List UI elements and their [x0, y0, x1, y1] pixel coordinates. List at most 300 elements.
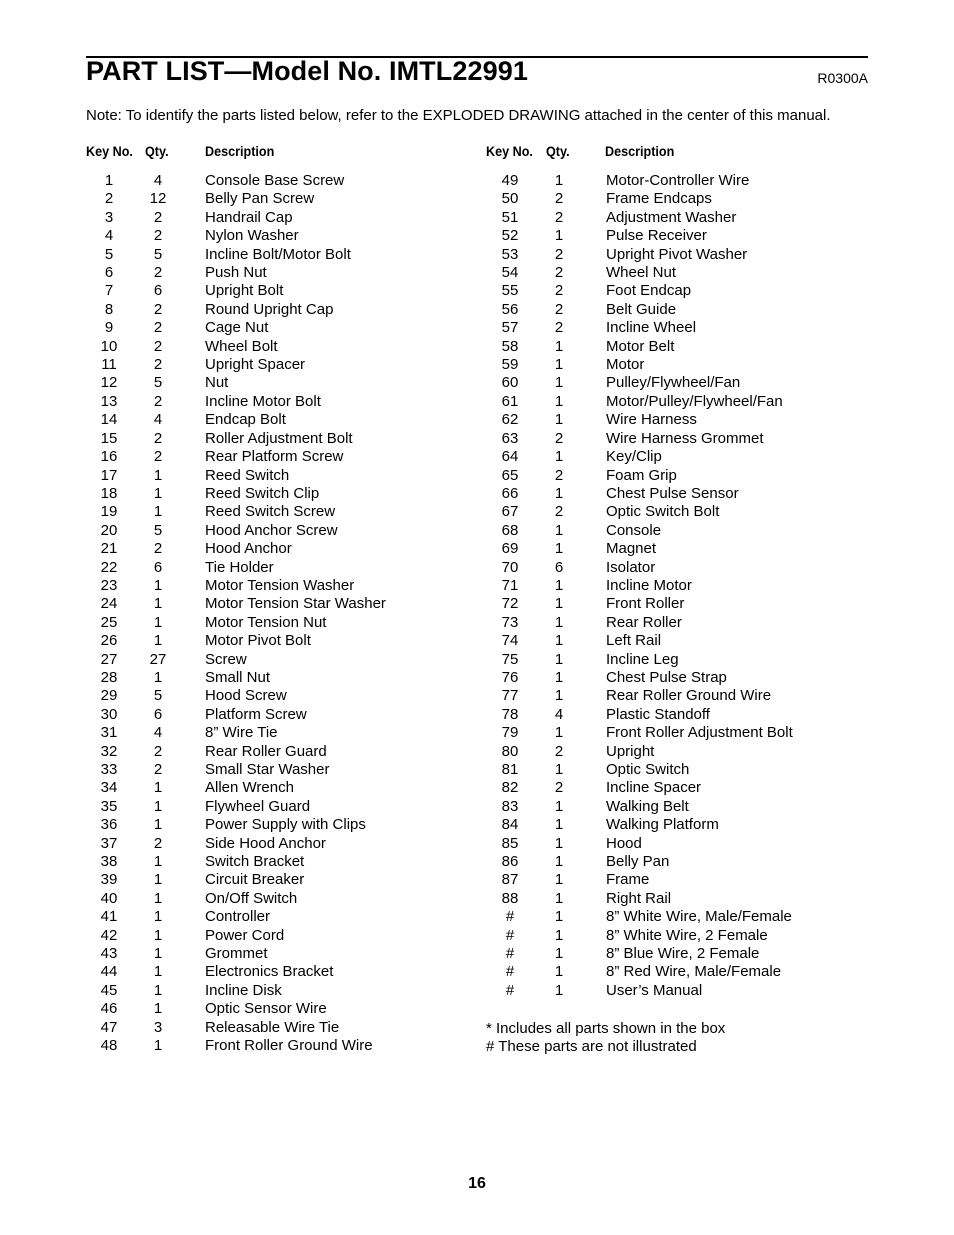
part-row: [89, 246, 459, 264]
part-row: [89, 669, 459, 687]
part-row: [89, 1037, 459, 1055]
part-description: Wire Harness Grommet: [606, 429, 764, 447]
part-description: Incline Leg: [606, 650, 679, 668]
part-row: [89, 503, 459, 521]
part-quantity: 1: [554, 981, 564, 999]
part-key-number: 14: [100, 411, 118, 429]
part-description: Front Roller Adjustment Bolt: [606, 724, 793, 742]
part-row: [490, 430, 850, 448]
part-row: [490, 632, 850, 650]
part-description: Optic Sensor Wire: [205, 1000, 327, 1018]
part-description: Upright Pivot Washer: [606, 245, 748, 263]
part-key-number: 35: [100, 797, 118, 815]
part-description: Motor Tension Star Washer: [205, 595, 386, 613]
part-row: [490, 356, 850, 374]
part-quantity: 1: [554, 632, 564, 650]
part-description: Wheel Nut: [606, 264, 677, 282]
part-key-number: 34: [100, 779, 118, 797]
part-row: [490, 448, 850, 466]
part-quantity: 1: [554, 687, 564, 705]
part-row: [490, 559, 850, 577]
part-description: Small Nut: [205, 668, 271, 686]
part-key-number: #: [505, 981, 515, 999]
part-description: Front Roller Ground Wire: [205, 1037, 373, 1055]
part-key-number: 47: [100, 1018, 118, 1036]
part-quantity: 2: [153, 540, 163, 558]
part-key-number: 76: [501, 668, 519, 686]
part-key-number: 4: [104, 227, 114, 245]
part-row: [89, 301, 459, 319]
part-quantity: 1: [554, 392, 564, 410]
part-key-number: 11: [101, 356, 117, 374]
part-key-number: 73: [501, 613, 519, 631]
part-description: Console Base Screw: [205, 172, 345, 189]
part-row: [490, 963, 850, 981]
part-quantity: 2: [153, 300, 163, 318]
part-quantity: 1: [153, 484, 163, 502]
part-row: [89, 1000, 459, 1018]
reference-note: Note: To identify the parts listed below, refer to the EXPLODED DRAWING attached in the center of this manual.: [86, 107, 831, 124]
part-description: Power Supply with Clips: [205, 816, 366, 834]
part-key-number: 45: [100, 981, 118, 999]
part-key-number: 77: [501, 687, 519, 705]
part-row: [89, 816, 459, 834]
part-quantity: 1: [153, 503, 163, 521]
part-key-number: 6: [104, 264, 114, 282]
part-key-number: 63: [501, 429, 519, 447]
part-quantity: 4: [153, 172, 163, 189]
part-description: Reed Switch: [205, 466, 290, 484]
part-row: [490, 577, 850, 595]
part-quantity: 1: [153, 963, 163, 981]
part-description: Upright: [606, 742, 655, 760]
part-row: [490, 908, 850, 926]
part-description: Nylon Washer: [205, 227, 299, 245]
part-quantity: 2: [153, 742, 163, 760]
part-description: Isolator: [606, 558, 656, 576]
part-row: [89, 227, 459, 245]
part-key-number: 48: [100, 1037, 118, 1055]
part-description: 8” White Wire, Male/Female: [606, 908, 792, 926]
part-quantity: 2: [554, 466, 564, 484]
part-key-number: 33: [100, 761, 118, 778]
part-description: Incline Disk: [205, 981, 282, 999]
part-quantity: 1: [554, 853, 564, 871]
part-row: [89, 761, 459, 779]
part-description: Hood Anchor Screw: [205, 521, 338, 539]
part-row: [490, 724, 850, 742]
part-description: 8” Blue Wire, 2 Female: [606, 945, 760, 963]
part-key-number: 60: [501, 374, 519, 392]
part-row: [89, 448, 459, 466]
part-description: Round Upright Cap: [205, 300, 334, 318]
part-description: Frame: [606, 871, 650, 889]
part-key-number: 82: [501, 779, 519, 797]
part-key-number: 37: [100, 834, 118, 852]
right-qty-header: Qty.: [546, 143, 570, 159]
part-quantity: 1: [554, 411, 564, 429]
part-quantity: 1: [554, 172, 564, 189]
part-key-number: 27: [100, 650, 118, 668]
part-description: Front Roller: [606, 595, 685, 613]
part-quantity: 2: [554, 190, 564, 208]
part-description: Endcap Bolt: [205, 411, 286, 429]
part-description: Motor Belt: [606, 337, 675, 355]
part-row: [89, 319, 459, 337]
part-row: [89, 356, 459, 374]
part-description: Pulse Receiver: [606, 227, 707, 245]
part-quantity: 1: [153, 613, 163, 631]
part-quantity: 2: [554, 245, 564, 263]
document-code: R0300A: [817, 70, 868, 86]
footnotes: [486, 1020, 725, 1057]
part-row: [490, 835, 850, 853]
part-quantity: 1: [554, 540, 564, 558]
part-key-number: 55: [501, 282, 519, 300]
part-key-number: 36: [100, 816, 118, 834]
part-description: Push Nut: [205, 264, 267, 282]
left-key-header: Key No.: [86, 143, 133, 159]
part-quantity: 1: [153, 926, 163, 944]
part-quantity: 1: [153, 908, 163, 926]
part-description: Rear Roller Ground Wire: [606, 687, 772, 705]
part-quantity: 2: [554, 503, 564, 521]
part-row: [490, 779, 850, 797]
part-description: Motor-Controller Wire: [606, 172, 750, 189]
part-quantity: 4: [554, 705, 564, 723]
part-key-number: 71: [501, 576, 519, 594]
part-row: [490, 485, 850, 503]
part-description: Foot Endcap: [606, 282, 692, 300]
part-row: [490, 890, 850, 908]
part-key-number: 26: [100, 632, 118, 650]
part-quantity: 1: [554, 926, 564, 944]
part-description: Wheel Bolt: [205, 337, 278, 355]
part-key-number: 65: [501, 466, 519, 484]
part-row: [490, 816, 850, 834]
part-row: [89, 595, 459, 613]
part-row: [89, 540, 459, 558]
part-key-number: 85: [501, 834, 519, 852]
right-description-header: Description: [605, 143, 675, 159]
part-key-number: 38: [100, 853, 118, 871]
part-quantity: 1: [554, 871, 564, 889]
part-key-number: 29: [100, 687, 118, 705]
part-description: Frame Endcaps: [606, 190, 712, 208]
part-key-number: 5: [104, 245, 114, 263]
part-description: Foam Grip: [606, 466, 677, 484]
part-key-number: 80: [501, 742, 519, 760]
part-row: [490, 246, 850, 264]
part-row: [490, 467, 850, 485]
part-row: [89, 614, 459, 632]
part-description: Wire Harness: [606, 411, 697, 429]
part-quantity: 2: [554, 742, 564, 760]
part-quantity: 2: [554, 319, 564, 337]
part-quantity: 1: [153, 595, 163, 613]
part-description: Handrail Cap: [205, 208, 293, 226]
part-row: [490, 282, 850, 300]
part-quantity: 2: [554, 282, 564, 300]
part-key-number: 30: [100, 705, 118, 723]
part-key-number: 54: [501, 264, 519, 282]
part-description: Reed Switch Clip: [205, 484, 320, 502]
part-description: Incline Motor Bolt: [205, 392, 321, 410]
part-quantity: 3: [153, 1018, 163, 1036]
part-key-number: 32: [100, 742, 118, 760]
part-key-number: #: [505, 963, 515, 981]
part-quantity: 4: [153, 411, 163, 429]
part-quantity: 2: [153, 227, 163, 245]
part-row: [490, 927, 850, 945]
part-key-number: 13: [100, 392, 118, 410]
part-row: [89, 927, 459, 945]
part-key-number: 57: [501, 319, 519, 337]
part-quantity: 1: [554, 484, 564, 502]
part-quantity: 1: [153, 668, 163, 686]
part-row: [89, 945, 459, 963]
part-row: [490, 669, 850, 687]
part-row: [490, 687, 850, 705]
part-description: Flywheel Guard: [205, 797, 311, 815]
part-quantity: 1: [554, 668, 564, 686]
part-description: Hood: [606, 834, 642, 852]
part-quantity: 5: [153, 374, 163, 392]
part-description: Walking Platform: [606, 816, 719, 834]
part-description: Pulley/Flywheel/Fan: [606, 374, 741, 392]
part-row: [490, 172, 850, 190]
part-key-number: 67: [501, 503, 519, 521]
part-row: [89, 338, 459, 356]
part-quantity: 12: [149, 190, 167, 208]
part-description: Left Rail: [606, 632, 662, 650]
part-row: [89, 172, 459, 190]
part-row: [89, 209, 459, 227]
part-key-number: 7: [104, 282, 114, 300]
part-description: Chest Pulse Strap: [606, 668, 727, 686]
part-key-number: 53: [501, 245, 519, 263]
part-row: [89, 411, 459, 429]
part-quantity: 1: [554, 908, 564, 926]
part-quantity: 2: [153, 392, 163, 410]
part-row: [89, 632, 459, 650]
part-key-number: 64: [501, 448, 519, 466]
part-description: Tie Holder: [205, 558, 274, 576]
part-description: Upright Bolt: [205, 282, 284, 300]
part-row: [490, 614, 850, 632]
part-row: [490, 540, 850, 558]
part-description: Screw: [205, 650, 247, 668]
part-description: Reed Switch Screw: [205, 503, 336, 521]
part-quantity: 6: [153, 282, 163, 300]
part-description: Incline Bolt/Motor Bolt: [205, 245, 351, 263]
part-quantity: 2: [153, 319, 163, 337]
part-quantity: 2: [153, 264, 163, 282]
part-description: Electronics Bracket: [205, 963, 334, 981]
part-description: 8” Wire Tie: [205, 724, 278, 742]
part-key-number: 49: [501, 172, 519, 189]
part-key-number: 70: [501, 558, 519, 576]
part-key-number: 61: [501, 392, 519, 410]
part-quantity: 2: [554, 264, 564, 282]
part-row: [490, 209, 850, 227]
part-row: [490, 411, 850, 429]
part-quantity: 1: [554, 889, 564, 907]
part-quantity: 1: [554, 797, 564, 815]
part-key-number: 40: [100, 889, 118, 907]
part-row: [89, 374, 459, 392]
part-description: Incline Motor: [606, 576, 692, 594]
part-description: Rear Roller: [606, 613, 682, 631]
part-quantity: 1: [153, 632, 163, 650]
part-quantity: 1: [153, 889, 163, 907]
part-row: [89, 559, 459, 577]
part-quantity: 1: [554, 227, 564, 245]
part-quantity: 1: [554, 650, 564, 668]
part-key-number: 20: [100, 521, 118, 539]
part-key-number: 74: [501, 632, 519, 650]
part-quantity: 2: [153, 337, 163, 355]
part-row: [89, 982, 459, 1000]
part-row: [89, 467, 459, 485]
part-key-number: 75: [501, 650, 519, 668]
part-row: [89, 724, 459, 742]
part-key-number: 3: [104, 208, 114, 226]
part-row: [89, 522, 459, 540]
part-description: Nut: [205, 374, 229, 392]
part-description: Roller Adjustment Bolt: [205, 429, 353, 447]
part-quantity: 6: [153, 558, 163, 576]
part-row: [89, 871, 459, 889]
part-key-number: 83: [501, 797, 519, 815]
part-row: [89, 577, 459, 595]
part-row: [490, 190, 850, 208]
part-row: [490, 301, 850, 319]
part-row: [490, 945, 850, 963]
part-key-number: #: [505, 926, 515, 944]
part-description: Motor/Pulley/Flywheel/Fan: [606, 392, 783, 410]
part-key-number: 69: [501, 540, 519, 558]
footnote-not-illustrated: # These parts are not illustrated: [486, 1038, 697, 1056]
part-row: [89, 651, 459, 669]
part-key-number: 25: [100, 613, 118, 631]
part-key-number: 9: [104, 319, 114, 337]
part-quantity: 2: [554, 208, 564, 226]
part-quantity: 2: [153, 761, 163, 778]
part-description: On/Off Switch: [205, 889, 298, 907]
part-key-number: 18: [100, 484, 118, 502]
part-quantity: 2: [554, 300, 564, 318]
part-key-number: 41: [100, 908, 118, 926]
part-description: Belt Guide: [606, 300, 677, 318]
part-row: [490, 982, 850, 1000]
part-key-number: 43: [100, 945, 118, 963]
part-row: [490, 319, 850, 337]
part-key-number: 66: [501, 484, 519, 502]
left-qty-header: Qty.: [145, 143, 169, 159]
part-quantity: 1: [554, 834, 564, 852]
part-row: [89, 963, 459, 981]
part-row: [490, 227, 850, 245]
part-key-number: #: [505, 945, 515, 963]
part-key-number: 1: [104, 172, 114, 189]
part-quantity: 1: [153, 853, 163, 871]
part-description: Key/Clip: [606, 448, 662, 466]
part-description: Belly Pan Screw: [205, 190, 315, 208]
part-description: Motor: [606, 356, 645, 374]
part-quantity: 5: [153, 245, 163, 263]
part-key-number: #: [505, 908, 515, 926]
part-key-number: 16: [100, 448, 118, 466]
part-quantity: 2: [153, 429, 163, 447]
part-row: [89, 1019, 459, 1037]
part-description: Walking Belt: [606, 797, 689, 815]
part-quantity: 27: [149, 650, 167, 668]
part-quantity: 1: [554, 576, 564, 594]
part-description: Circuit Breaker: [205, 871, 305, 889]
part-description: Console: [606, 521, 662, 539]
part-key-number: 39: [100, 871, 118, 889]
part-quantity: 1: [153, 871, 163, 889]
part-quantity: 1: [153, 981, 163, 999]
part-quantity: 1: [554, 374, 564, 392]
part-description: 8” Red Wire, Male/Female: [606, 963, 782, 981]
part-row: [89, 190, 459, 208]
part-description: Side Hood Anchor: [205, 834, 326, 852]
part-description: Power Cord: [205, 926, 285, 944]
part-key-number: 28: [100, 668, 118, 686]
part-description: Hood Screw: [205, 687, 287, 705]
part-row: [490, 374, 850, 392]
part-key-number: 31: [100, 724, 118, 742]
part-key-number: 56: [501, 300, 519, 318]
part-quantity: 1: [554, 613, 564, 631]
part-key-number: 86: [501, 853, 519, 871]
part-description: Platform Screw: [205, 705, 307, 723]
part-description: Incline Wheel: [606, 319, 697, 337]
part-row: [89, 706, 459, 724]
part-row: [89, 485, 459, 503]
part-row: [490, 706, 850, 724]
part-key-number: 72: [501, 595, 519, 613]
part-description: Motor Tension Washer: [205, 576, 355, 594]
part-key-number: 50: [501, 190, 519, 208]
part-key-number: 12: [100, 374, 118, 392]
part-quantity: 1: [554, 521, 564, 539]
part-quantity: 1: [554, 816, 564, 834]
right-key-header: Key No.: [486, 143, 533, 159]
part-key-number: 44: [100, 963, 118, 981]
part-row: [490, 651, 850, 669]
part-key-number: 8: [104, 300, 114, 318]
part-key-number: 58: [501, 337, 519, 355]
part-key-number: 68: [501, 521, 519, 539]
part-quantity: 6: [554, 558, 564, 576]
part-row: [89, 890, 459, 908]
part-row: [89, 393, 459, 411]
part-row: [490, 503, 850, 521]
part-quantity: 2: [153, 448, 163, 466]
part-description: Magnet: [606, 540, 657, 558]
part-row: [490, 798, 850, 816]
part-key-number: 59: [501, 356, 519, 374]
part-quantity: 6: [153, 705, 163, 723]
right-parts-list: [490, 172, 850, 1000]
part-quantity: 2: [153, 208, 163, 226]
part-key-number: 46: [100, 1000, 118, 1018]
part-description: User’s Manual: [606, 981, 703, 999]
part-description: Small Star Washer: [205, 761, 330, 778]
